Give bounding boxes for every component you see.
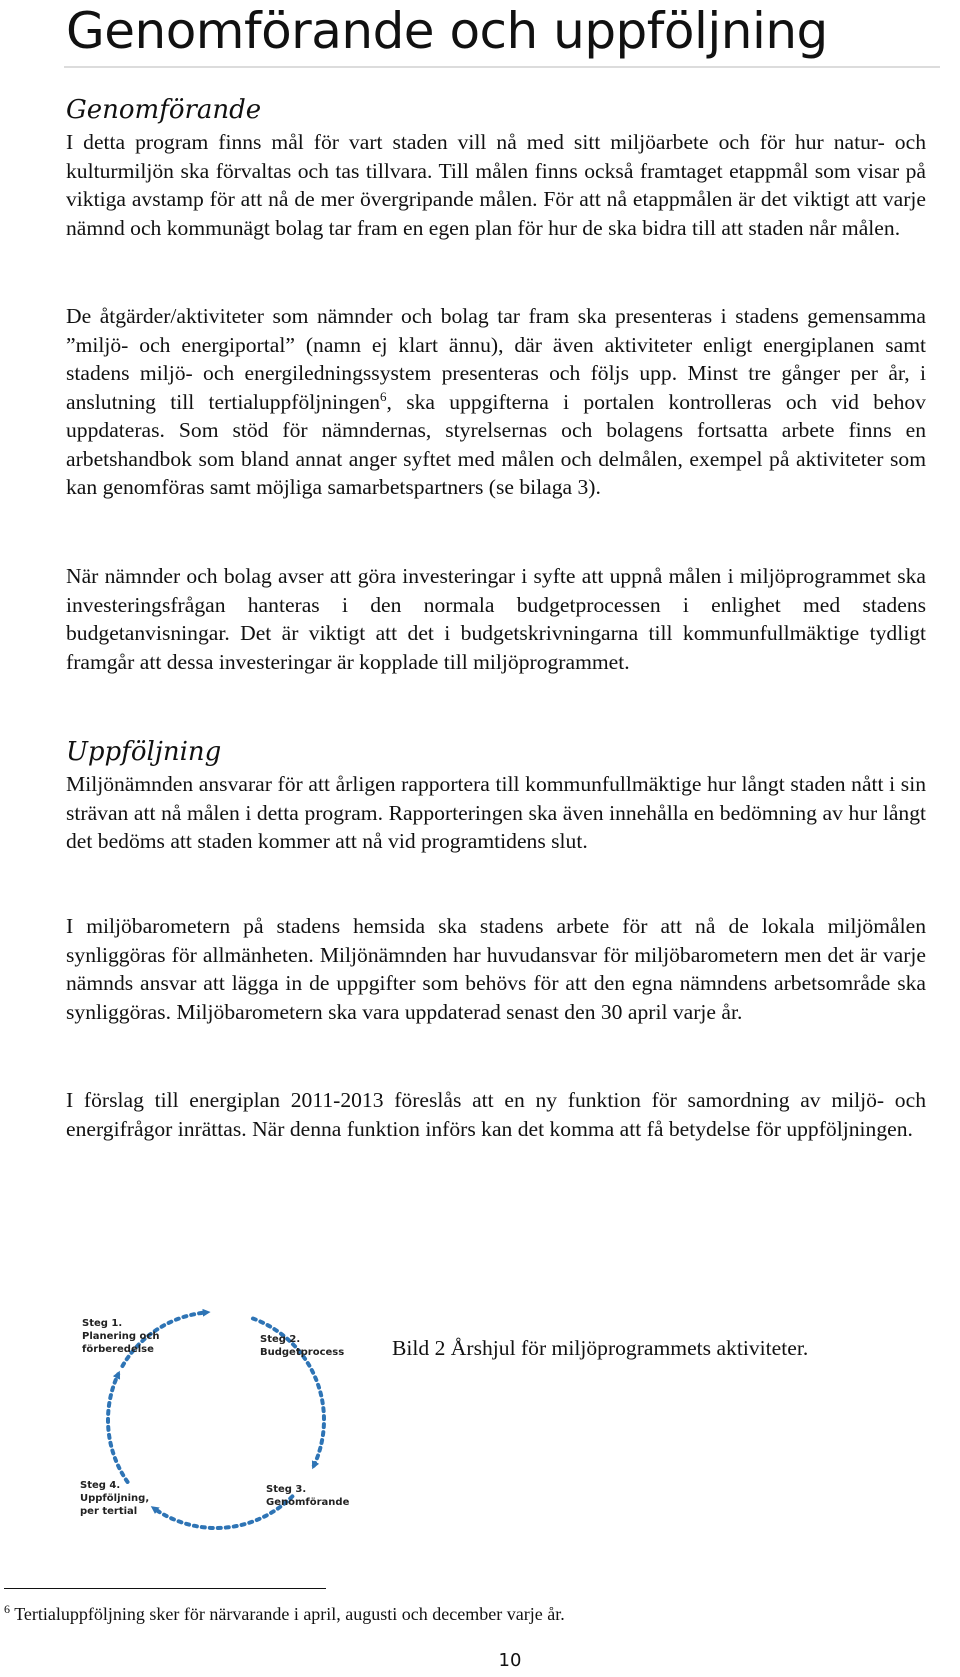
footnote-marker: 6 [4,1602,10,1616]
step-2-label: Steg 2. Budgetprocess [260,1334,345,1358]
figure-caption: Bild 2 Årshjul för miljöprogrammets aktiviteter. [392,1336,809,1360]
step-1-label: Steg 1. Planering och förberedelse [82,1318,160,1355]
paragraph-2 [66,302,926,502]
footnote-divider [4,1588,326,1589]
cycle-arrow-4 [108,1374,128,1482]
section-heading-genomforande: Genomförande [66,95,262,125]
footnote-reference: 6 [380,388,387,404]
step-4-label: Steg 4. Uppföljning, per tertial [80,1480,150,1517]
footnote-text: Tertialuppföljning sker för närvarande i april, augusti och december varje år. [14,1604,565,1624]
paragraph-5: I miljöbarometern på stadens hemsida ska stadens arbete för att nå de lokala miljömålen synliggöras för allmänheten. Miljönämnden har huvudansvar för miljöbarometern men det är varje nämnds ansvar att lägga in de uppgifter som behövs för att den egna nämndens arbetsområde ska synliggöras. Miljöbarometern ska vara uppdaterad senast den 30 april varje år. [66,914,926,1024]
title-divider [64,66,940,68]
paragraph-1: I detta program finns mål för vart staden vill nå med sitt miljöarbete och för hur natur- och kulturmiljön ska förvaltas och tas tillvara. Till målen finns också framtaget etappmål som visar på viktiga avstamp för att nå de mer övergripande målen. För att nå etappmålen är det viktigt att varje nämnd och kommunägt bolag tar fram en egen plan för hur de ska bidra till att staden når målen. [66,130,926,240]
paragraph-3: När nämnder och bolag avser att göra investeringar i syfte att uppnå målen i miljöprogrammet ska investeringsfrågan hanteras i den normala budgetprocessen i enlighet med stadens budgetanvisningar. Det är viktigt att det i budgetskrivningarna till kommunfullmäktige tydligt framgår att dessa investeringar är kopplade till miljöprogrammet. [66,564,926,674]
annual-cycle-diagram [66,1290,386,1550]
paragraph-2-text-b: , ska uppgifterna i portalen kontrolleras och vid behov uppdateras. Som stöd för nämndernas, styrelsernas och bolagens fortsatta arbete finns en arbetshandbok som bland annat anger syftet med målen och delmålen, exempel på aktiviteter som kan genomföras samt möjliga samarbetspartners (se bilaga 3). [66,389,926,499]
page-title: Genomförande och uppföljning [66,2,828,60]
paragraph-6: I förslag till energiplan 2011-2013 föreslås att en ny funktion för samordning av miljö- och energifrågor inrättas. När denna funktion införs kan det komma att få betydelse för uppföljningen. [66,1088,926,1141]
paragraph-2-text-a: De åtgärder/aktiviteter som nämnder och bolag tar fram ska presenteras i stadens gemensamma ”miljö- och energiportal” (namn ej klart ännu), där även aktiviteter enligt energiplanen samt stadens miljö- och energiledningssystem presenteras och följs upp. Minst tre gånger per år, i anslutning till tertialuppföljningen [66,304,926,414]
step-3-label: Steg 3. Genomförande [266,1484,350,1508]
section-heading-uppfoljning: Uppföljning [66,737,222,767]
footnote [4,1604,565,1625]
page-number: 10 [498,1650,522,1671]
paragraph-4: Miljönämnden ansvarar för att årligen rapportera till kommunfullmäktige hur långt staden nått i sin strävan att nå målen i detta program. Rapporteringen ska även innehålla en bedömning av hur långt det bedöms att staden kommer att nå vid programtidens slut. [66,772,926,853]
